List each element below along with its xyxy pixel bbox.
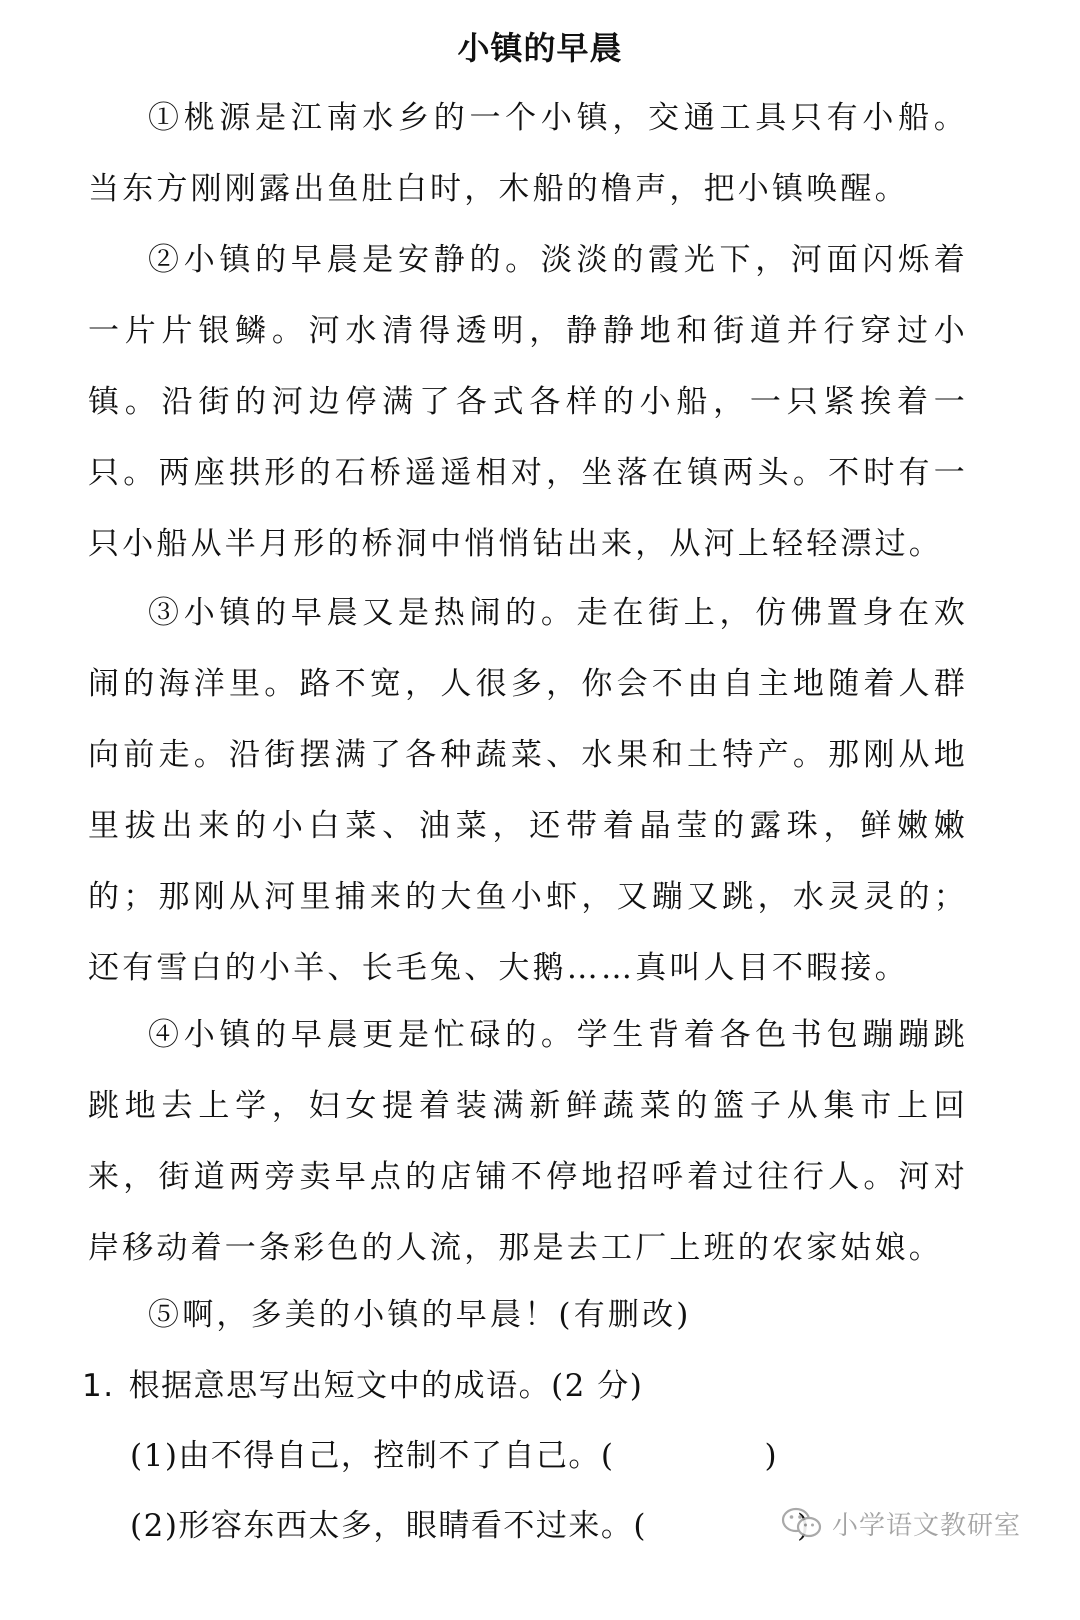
passage-title: 小镇的早晨 [457, 29, 623, 67]
close-paren: ) [764, 1438, 779, 1474]
question-1 [82, 1360, 982, 1412]
paragraph-1: ①桃源是江南水乡的一个小镇，交通工具只有小船。当东方刚刚露出鱼肚白时，木船的橹声，把小镇唤醒。 [88, 100, 968, 207]
watermark-text: 小学语文教研室 [832, 1510, 1022, 1541]
wechat-icon [780, 1505, 824, 1541]
paragraph-3: ③小镇的早晨又是热闹的。走在街上，仿佛置身在欢闹的海洋里。路不宽，人很多，你会不由自主地随着人群向前走。沿街摆满了各种蔬菜、水果和土特产。那刚从地里拔出来的小白菜、油菜，还带着晶莹的露珠，鲜嫩嫩的；那刚从河里捕来的大鱼小虾，又蹦又跳，水灵灵的；还有雪白的小羊、长毛兔、大鹅……真叫人目不暇接。 [88, 595, 968, 986]
question-prompt: 根据意思写出短文中的成语。(2 分) [128, 1368, 644, 1404]
paragraph-5: ⑤啊，多美的小镇的早晨！(有删改) [148, 1297, 692, 1333]
watermark [780, 1500, 1070, 1546]
question-number: 1. [82, 1368, 115, 1404]
paragraph-4: ④小镇的早晨更是忙碌的。学生背着各色书包蹦蹦跳跳地去上学，妇女提着装满新鲜蔬菜的篮子从集市上回来，街道两旁卖早点的店铺不停地招呼着过往行人。河对岸移动着一条彩色的人流，那是去工厂上班的农家姑娘。 [88, 1017, 968, 1266]
paragraph-2: ②小镇的早晨是安静的。淡淡的霞光下，河面闪烁着一片片银鳞。河水清得透明，静静地和街道并行穿过小镇。沿街的河边停满了各式各样的小船，一只紧挨着一只。两座拱形的石桥遥遥相对，坐落在镇两头。不时有一只小船从半月形的桥洞中悄悄钻出来，从河上轻轻漂过。 [88, 242, 968, 562]
question-item-text: (2)形容东西太多，眼睛看不过来。( [130, 1508, 648, 1544]
question-item-text: (1)由不得自己，控制不了自己。( [130, 1438, 615, 1474]
question-item-1 [130, 1430, 990, 1482]
